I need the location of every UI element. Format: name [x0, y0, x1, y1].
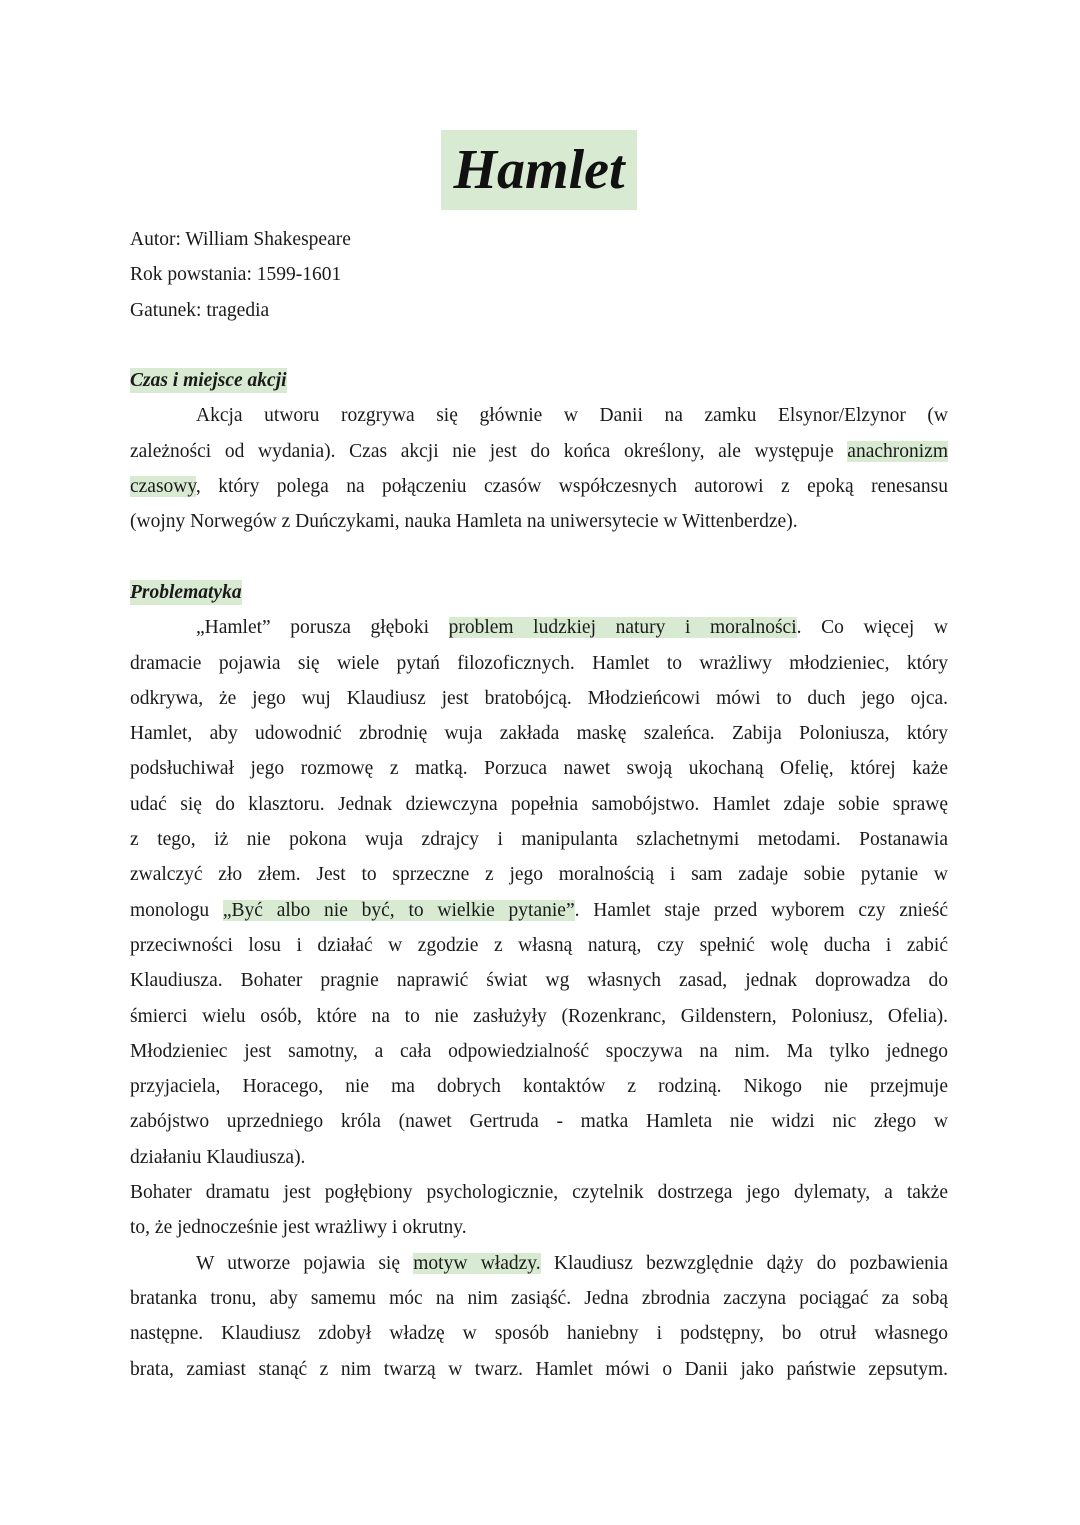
section-heading — [130, 575, 948, 610]
highlighted-text: problem ludzkiej natury i moralności — [448, 617, 797, 639]
section-heading — [130, 363, 948, 398]
text-line — [130, 928, 948, 963]
text-segment: . Hamlet staje przed wyborem czy znieść — [574, 899, 948, 921]
info-genre: Gatunek: tragedia — [130, 299, 270, 321]
text-segment: brata, zamiast stanąć z nim twarzą w twarz. Hamlet mówi o Danii jako państwie zepsutym. — [130, 1358, 948, 1380]
text-segment: śmierci wielu osób, które na to nie zasłużyły (Rozenkranc, Gildenstern, Poloniusz, Ofelia). — [130, 1005, 948, 1027]
text-line — [130, 1316, 948, 1351]
text-segment: Hamlet, aby udowodnić zbrodnię wuja zakłada maskę szaleńca. Zabija Poloniusza, który — [130, 723, 948, 745]
info-year: Rok powstania: 1599-1601 — [130, 264, 342, 286]
text-segment: „Hamlet” porusza głęboki — [196, 617, 449, 639]
text-line — [130, 1034, 948, 1069]
text-line — [130, 1140, 948, 1175]
text-line — [130, 646, 948, 681]
text-line — [130, 716, 948, 751]
text-segment: zwalczyć zło złem. Jest to sprzeczne z jego moralnością i sam zadaje sobie pytanie w — [130, 864, 948, 886]
text-segment: bratanka tronu, aby samemu móc na nim zasiąść. Jedna zbrodnia zaczyna pociągać za sobą — [130, 1287, 948, 1309]
text-segment: W utworze pojawia się — [196, 1252, 414, 1274]
text-segment: z tego, iż nie pokona wuja zdrajcy i manipulanta szlachetnymi metodami. Postanawia — [130, 829, 948, 851]
text-line — [130, 1352, 948, 1387]
text-line — [130, 1246, 948, 1281]
highlighted-text: motyw władzy. — [413, 1252, 541, 1274]
document-body — [130, 222, 948, 1387]
highlighted-text: anachronizm — [847, 440, 948, 462]
section-heading-text: Czas i miejsce akcji — [130, 370, 287, 392]
text-line — [130, 787, 948, 822]
text-line — [130, 963, 948, 998]
section-heading-text: Problematyka — [130, 581, 242, 603]
text-segment: to, że jednocześnie jest wrażliwy i okrutny. — [130, 1217, 467, 1239]
text-line — [130, 751, 948, 786]
text-segment: dramacie pojawia się wiele pytań filozoficznych. Hamlet to wrażliwy młodzieniec, który — [130, 652, 948, 674]
text-line — [130, 398, 948, 433]
text-line — [130, 999, 948, 1034]
text-segment: Akcja utworu rozgrywa się głównie w Danii na zamku Elsynor/Elzynor (w — [196, 405, 948, 427]
text-segment: monologu — [130, 899, 223, 921]
spacer — [130, 540, 948, 575]
text-line — [130, 469, 948, 504]
text-segment: Młodzieniec jest samotny, a cała odpowiedzialność spoczywa na nim. Ma tylko jednego — [130, 1040, 948, 1062]
text-line — [130, 1104, 948, 1139]
text-segment: Bohater dramatu jest pogłębiony psychologicznie, czytelnik dostrzega jego dylematy, a także — [130, 1182, 948, 1204]
text-line — [130, 610, 948, 645]
text-line — [130, 1210, 948, 1245]
text-segment: zabójstwo uprzedniego króla (nawet Gertruda - matka Hamleta nie widzi nic złego w — [130, 1111, 948, 1133]
text-line — [130, 1175, 948, 1210]
text-line — [130, 1069, 948, 1104]
text-line — [130, 893, 948, 928]
info-author: Autor: William Shakespeare — [130, 229, 351, 250]
page-title: Hamlet — [453, 139, 625, 201]
text-segment: , który polega na połączeniu czasów współczesnych autorowi z epoką renesansu — [195, 476, 948, 498]
text-segment: zależności od wydania). Czas akcji nie jest do końca określony, ale występuje — [130, 440, 848, 462]
text-segment: działaniu Klaudiusza). — [130, 1146, 306, 1168]
text-line — [130, 504, 948, 539]
highlighted-text: „Być albo nie być, to wielkie pytanie” — [222, 899, 575, 921]
text-segment: udać się do klasztoru. Jednak dziewczyna popełnia samobójstwo. Hamlet zdaje sobie sprawę — [130, 793, 948, 815]
highlighted-text: czasowy — [130, 476, 196, 498]
text-segment: przyjaciela, Horacego, nie ma dobrych kontaktów z rodziną. Nikogo nie przejmuje — [130, 1076, 948, 1098]
text-segment: Klaudiusza. Bohater pragnie naprawić świat wg własnych zasad, jednak doprowadza do — [130, 970, 948, 992]
text-line — [130, 857, 948, 892]
text-segment: (wojny Norwegów z Duńczykami, nauka Hamleta na uniwersytecie w Wittenberdze). — [130, 511, 798, 533]
text-line — [130, 681, 948, 716]
text-segment: podsłuchiwał jego rozmowę z matką. Porzuca nawet swoją ukochaną Ofelię, której każe — [130, 758, 948, 780]
text-segment: Klaudiusz bezwzględnie dąży do pozbawienia — [540, 1252, 948, 1274]
text-segment: przeciwności losu i działać w zgodzie z własną naturą, czy spełnić wolę ducha i zabić — [130, 934, 948, 956]
text-segment: następne. Klaudiusz zdobył władzę w sposób haniebny i podstępny, bo otruł własnego — [130, 1323, 948, 1345]
text-segment: odkrywa, że jego wuj Klaudiusz jest bratobójcą. Młodzieńcowi mówi to duch jego ojca. — [130, 687, 948, 709]
title-highlight — [441, 130, 637, 210]
text-line — [130, 822, 948, 857]
spacer — [130, 328, 948, 363]
text-line — [130, 434, 948, 469]
text-line — [130, 1281, 948, 1316]
text-segment: . Co więcej w — [796, 617, 948, 639]
